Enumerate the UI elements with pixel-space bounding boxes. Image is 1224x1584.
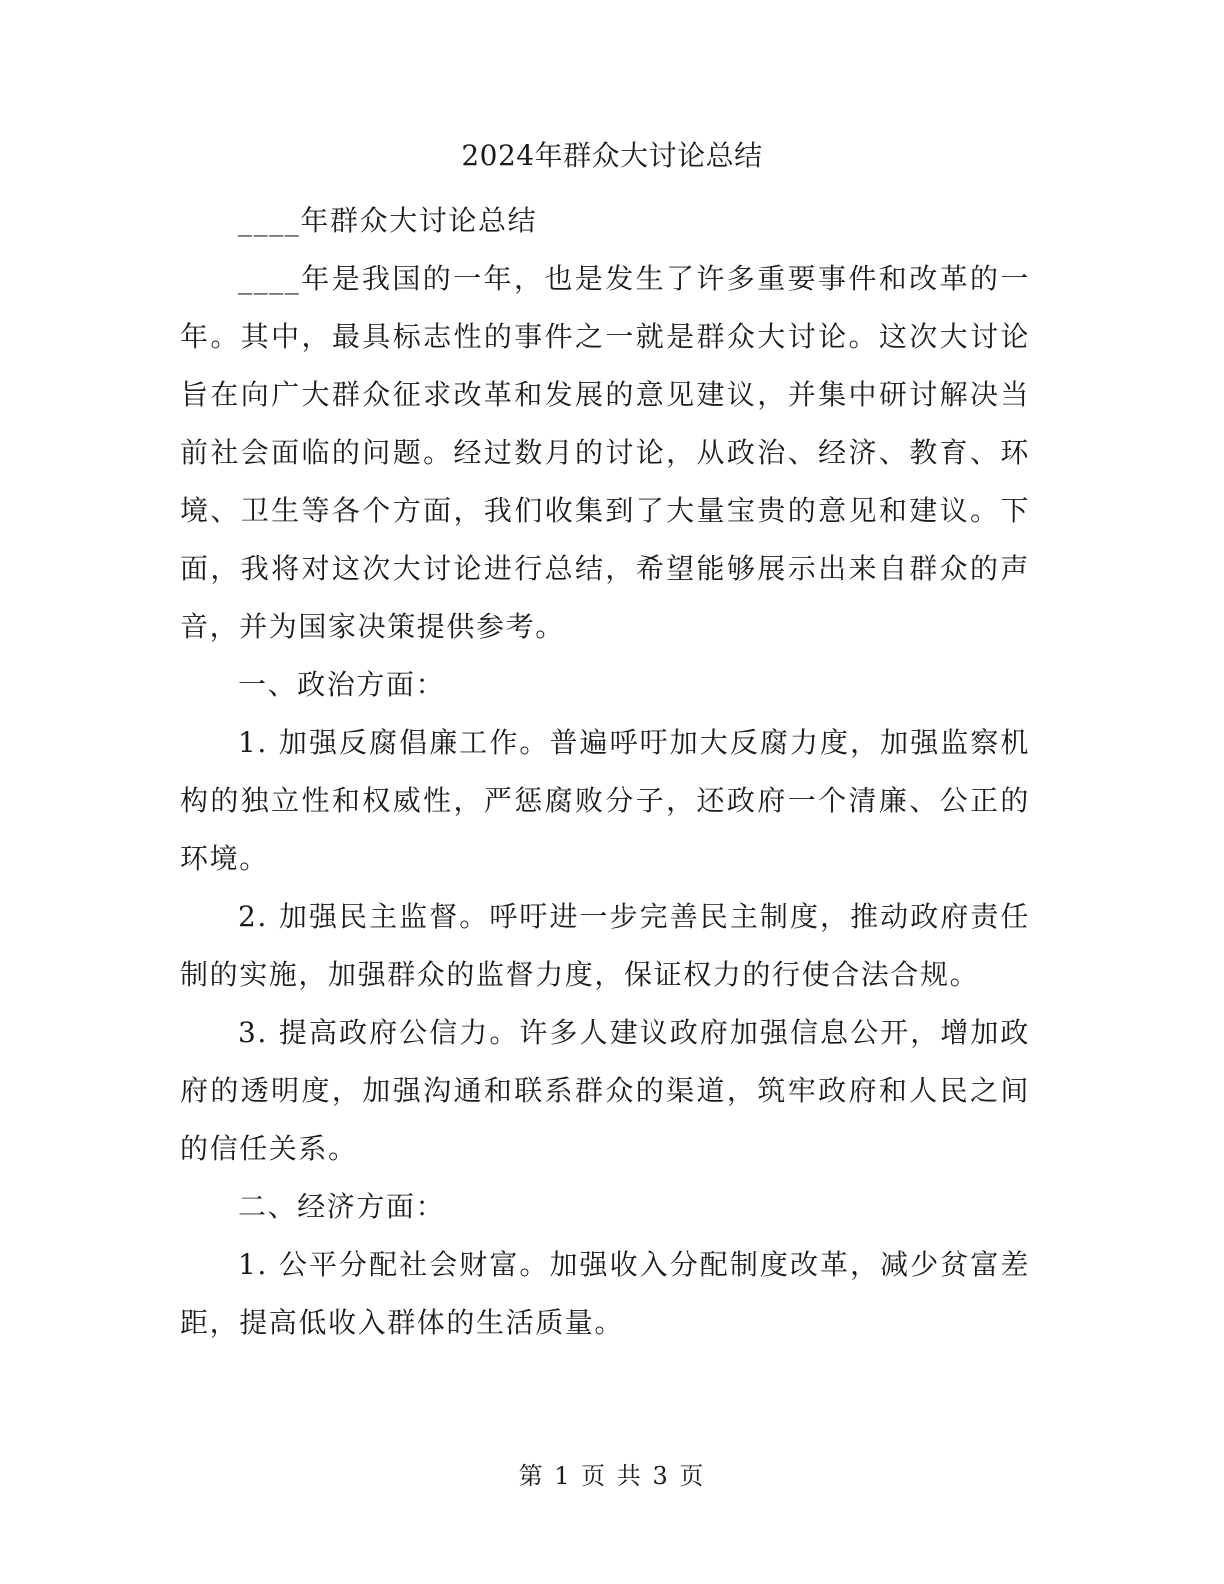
document-body	[180, 192, 1030, 1352]
section-heading-economy: 二、经济方面：	[238, 1190, 446, 1223]
subtitle-paragraph: ____年群众大讨论总结	[238, 204, 538, 237]
politics-item-3: 3. 提高政府公信力。许多人建议政府加强信息公开，增加政府的透明度，加强沟通和联系群众的渠道，筑牢政府和人民之间的信任关系。	[180, 1016, 1030, 1165]
politics-item-2: 2. 加强民主监督。呼吁进一步完善民主制度，推动政府责任制的实施，加强群众的监督力度，保证权力的行使合法合规。	[180, 900, 1030, 991]
page-number-footer: 第 1 页 共 3 页	[518, 1462, 706, 1490]
section-heading-politics: 一、政治方面：	[238, 668, 446, 701]
intro-paragraph: ____年是我国的一年，也是发生了许多重要事件和改革的一年。其中，最具标志性的事件之一就是群众大讨论。这次大讨论旨在向广大群众征求改革和发展的意见建议，并集中研讨解决当前社会面临的问题。经过数月的讨论，从政治、经济、教育、环境、卫生等各个方面，我们收集到了大量宝贵的意见和建议。下面，我将对这次大讨论进行总结，希望能够展示出来自群众的声音，并为国家决策提供参考。	[180, 262, 1030, 643]
politics-item-1: 1. 加强反腐倡廉工作。普遍呼吁加大反腐力度，加强监察机构的独立性和权威性，严惩腐败分子，还政府一个清廉、公正的环境。	[180, 726, 1030, 875]
document-title: 2024年群众大讨论总结	[461, 139, 763, 172]
economy-item-1: 1. 公平分配社会财富。加强收入分配制度改革，减少贫富差距，提高低收入群体的生活质量。	[180, 1248, 1030, 1339]
